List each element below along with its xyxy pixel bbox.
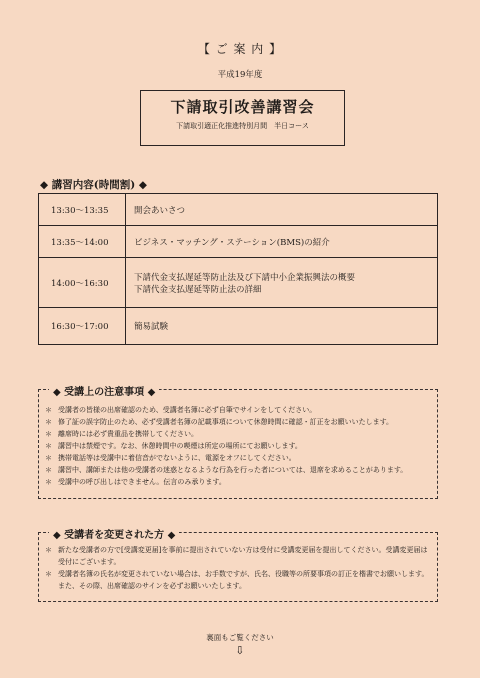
content-line: 下請代金支払遅延等防止法及び下請中小企業振興法の概要 [134, 272, 356, 283]
notice-title: 【 ご 案 内 】 [197, 42, 283, 56]
table-row [39, 226, 438, 258]
title-box [140, 90, 345, 146]
time-cell: 16:30～17:00 [39, 308, 126, 345]
content-cell [126, 258, 438, 308]
list-item: ＊ 携帯電話等は受講中に着信音がでないように、電源をオフにしてください。 [45, 452, 431, 464]
content-cell: 簡易試験 [126, 308, 438, 345]
content-cell: ビジネス・マッチング・ステーション(BMS)の紹介 [126, 226, 438, 258]
list-item: ＊ 修了証の誤字防止のため、必ず受講者名簿の記載事項について休憩時間に確認・訂正をお願いいたします。 [45, 416, 431, 428]
list-item: ＊ 受講中の呼び出しはできません。伝言のみ承ります。 [45, 476, 431, 488]
notes-list [45, 404, 431, 488]
list-item: ＊ 講習中は禁煙です。なお、休憩時間中の喫煙は所定の場所にてお願いします。 [45, 440, 431, 452]
fiscal-year: 平成19年度 [217, 70, 263, 80]
table-row [39, 308, 438, 345]
table-row [39, 194, 438, 226]
changes-heading: ◆ 受講者を変更された方 ◆ [49, 526, 179, 541]
see-back-note: 裏面もご覧ください [206, 633, 274, 642]
schedule-table [38, 193, 438, 345]
list-item: ＊ 受講者名簿の氏名が変更されていない場合は、お手数ですが、氏名、役職等の所要事項の訂正を楷書でお願いします。また、その際、出席確認のサインを必ずお願いいたします。 [45, 568, 431, 592]
changes-box [38, 532, 438, 602]
content-cell: 開会あいさつ [126, 194, 438, 226]
list-item: ＊ 離席時には必ず貴重品を携帯してください。 [45, 428, 431, 440]
down-arrow-icon: ⇩ [235, 644, 245, 657]
time-cell: 13:35～14:00 [39, 226, 126, 258]
time-cell: 13:30～13:35 [39, 194, 126, 226]
changes-list [45, 544, 431, 592]
content-line: 下請代金支払遅延等防止法の詳細 [134, 284, 262, 295]
time-cell: 14:00～16:30 [39, 258, 126, 308]
table-row [39, 258, 438, 308]
schedule-heading: ◆ 講習内容(時間割) ◆ [40, 179, 147, 191]
list-item: ＊ 新たな受講者の方で[受講変更届]を事前に提出されていない方は受付に受講変更届を提出してください。受講変更届は受付にございます。 [45, 544, 431, 568]
list-item: ＊ 受講者の皆様の出席確認のため、受講者名簿に必ず自筆でサインをしてください。 [45, 404, 431, 416]
notes-heading: ◆ 受講上の注意事項 ◆ [49, 383, 159, 398]
list-item: ＊ 講習中、講師または他の受講者の迷惑となるような行為を行った者については、退席を求めることがあります。 [45, 464, 431, 476]
notes-box [38, 389, 438, 499]
seminar-subtitle: 下請取引適正化推進特別月間 半日コース [176, 122, 309, 130]
seminar-title: 下請取引改善講習会 [170, 98, 315, 116]
